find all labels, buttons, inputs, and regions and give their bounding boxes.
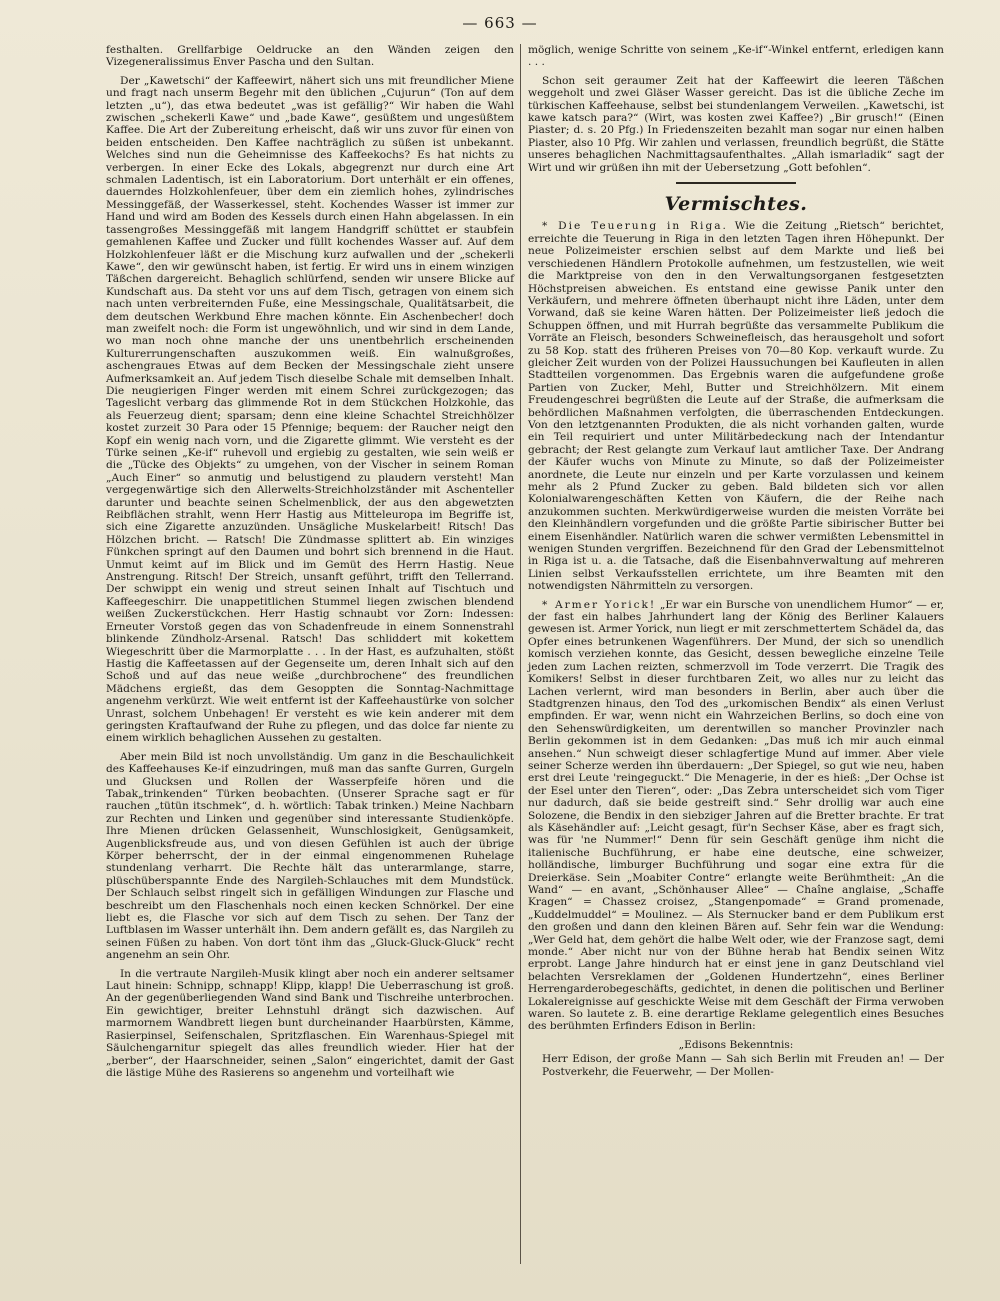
section-divider [676,182,796,184]
section-heading: Vermischtes. [664,193,808,216]
poem-quote: Herr Edison, der große Mann — Sah sich Berlin mit Freuden an! — Der Postverkehr, die Feuerwehr, — Der Mollen- [542,1053,944,1078]
left-column [106,44,514,1085]
news-item-text: Wie die Zeitung „Rietsch“ berichtet, erreichte die Teuerung in Riga in den letzten Tagen ihren Höhepunkt. Der neue Polizeimeister erschien selbst auf dem Markte und ließ bei verschiedenen Händlern Protokolle aufnehmen, um festzustellen, wie weit die Marktpreise von den in den Verwaltungsorganen festgesetzten Höchstpreisen abweichen. Es entstand eine gewisse Panik unter den Verkäufern, und mehrere öffneten überhaupt nicht ihre Läden, unter dem Vorwand, daß sie keine Waren hätten. Der Polizeimeister ließ jedoch die Schuppen öffnen, und mit Hurrah begrüßte das versammelte Publikum die Vorräte an Fleisch, besonders Schweinefleisch, das herausgeholt und sofort zu 58 Kop. statt des früheren Preises von 70—80 Kop. verkauft wurde. Zu gleicher Zeit wurden von der Polizei Haussuchungen bei Kaufleuten in allen Stadtteilen vorgenommen. Das Ergebnis waren die aufgefundene große Partien von Zucker, Mehl, Butter und Streichhölzern. Mit einem Freudengeschrei begrüßten die Leute auf der Straße, die aufmerksam die behördlichen Maßnahmen verfolgten, die überraschenden Entdeckungen. Von den letztgenannten Produkten, die als nicht vorhanden galten, wurde ein Teil requiriert und unter Militärbedeckung nach der Intendantur gebracht; der Rest gelangte zum Verkauf laut amtlicher Taxe. Der Andrang der Käufer wuchs von Minute zu Minute, so daß der Polizeimeister anordnete, die Leute nur einzeln und per Karte vorzulassen und keinem mehr als 2 Pfund Zucker zu geben. Bald bildeten sich vor allen Kolonialwarengeschäften Ketten von Käufern, die der Reihe nach anzukommen suchten. Merkwürdigerweise wurden die meisten Vorräte bei den Kleinhändlern vorgefunden und die größte Partie sibirischer Butter bei einem Eisenhändler. Natürlich waren die schwer vermißten Lebensmittel in wenigen Stunden vergriffen. Bezeichnend für den Grad der Lebensmittelnot in Riga ist u. a. die Tatsache, daß die Eisenbahnverwaltung auf mehreren Linien selbst Verkaufsstellen errichtete, um ihre Beamten mit den notwendigsten Nährmitteln zu versorgen. [528,220,944,593]
article-paragraph: Der „Kawetschi“ der Kaffeewirt, nähert sich uns mit freundlicher Miene und fragt nach unserm Begehr mit den üblichen „Cujurun“ (Ton auf dem letzten „u“), das etwa bedeutet „was ist gefällig?“ Wir haben die Wahl zwischen „schekerli Kawe“ und „bade Kawe“, gesüßtem und ungesüßtem Kaffee. Die Art der Zubereitung erheischt, daß wir uns zuvor für einen von beiden entscheiden. Den Kaffee nachträglich zu süßen ist unbekannt. Welches sind nun die Geheimnisse des Kaffeekochs? Es hat nichts zu verbergen. In einer Ecke des Lokals, abgegrenzt nur durch eine Art schmalen Ladentisch, ist ein Laboratorium. Dort unterhält er ein offenes, dauerndes Holzkohlenfeuer, über dem ein ziemlich hohes, zylindrisches Messinggefäß, der Wasserkessel, steht. Kochendes Wasser ist immer zur Hand und wird am Boden des Kessels durch einen Hahn abgelassen. In ein tassengroßes Messinggefäß mit langem Handgriff schüttet er staubfein gemahlenen Kaffee und Zucker und füllt kochendes Wasser auf. Auf dem Holzkohlenfeuer läßt er die Mischung kurz aufwallen und der „schekerli Kawe“, den wir gewünscht haben, ist fertig. Er wird uns in einem winzigen Täßchen dargereicht. Behaglich schlürfend, senden wir unsere Blicke auf Kundschaft aus. Da steht vor uns auf dem Tisch, getragen von einem sich nach unten verbreiternden Fuße, eine Messingschale, Qualitätsarbeit, die dem deutschen Werkbund Ehre machen könnte. Ein Aschenbecher! doch man zweifelt noch: die Form ist ungewöhnlich, und wir sind in dem Lande, wo man noch ohne manche der uns unentbehrlich erscheinenden Kulturerrungenschaften auszukommen weiß. Ein walnußgroßes, aschengraues Etwas auf dem Becken der Messingschale zieht unsere Aufmerksamkeit an. Auf jedem Tisch dieselbe Schale mit demselben Inhalt. Die neugierigen Finger werden mit einem Schrei zurückgezogen; das Tageslicht verbarg das glimmende Rot in dem Stückchen Holzkohle, das als Feuerzeug dient; sparsam; denn eine kleine Schachtel Streichhölzer kostet zurzeit 30 Para oder 15 Pfennige; bequem: der Raucher neigt den Kopf ein wenig nach vorn, und die Zigarette glimmt. Wie versteht es der Türke seinen „Ke-if“ ruhevoll und ergiebig zu gestalten, wie sein weiß er die „Tücke des Objekts“ zu umgehen, von der Vischer in seinem Roman „Auch Einer“ so anmutig und belustigend zu plaudern versteht! Man vergegenwärtige sich den Allerwelts-Streichholzständer mit Aschenteller darunter und beachte seinen Schelmenblick, der aus den abgewetzten Reibflächen strahlt, wenn Herr Hastig aus Mitteleuropa im Begriffe ist, sich eine Zigarette anzuzünden. Unsägliche Muskelarbeit! Ritsch! Das Hölzchen bricht. — Ratsch! Die Zündmasse splittert ab. Ein winziges Fünkchen springt auf den Daumen und bohrt sich brennend in die Haut. Unmut keimt auf im Blick und im Gemüt des Herrn Hastig. Neue Anstrengung. Ritsch! Der Streich, unsanft geführt, trifft den Tellerrand. Der schwippt ein wenig und streut seinen Inhalt auf Tischtuch und Kaffeegeschirr. Die unappetitlichen Stummel liegen zwischen blendend weißen Zuckerstückchen. Herr Hastig schnaubt vor Zorn: Indessen: Erneuter Vorstoß gegen das von Schadenfreude in einem Sonnenstrahl blinkende Zündholz-Arsenal. Ratsch! Das schliddert mit kokettem Wiegeschritt über die Marmorplatte . . . In der Hast, es aufzuhalten, stößt Hastig die Kaffeetassen auf der Gegenseite um, deren Inhalt sich auf den Schoß und auf das neue weiße „durchbrochene“ des freundlichen Mädchens ergießt, das dem Gesoppten die Sonntag-Nachmittage angenehm verkürzt. Wie weit entfernt ist der Kaffeehaustürke von solcher Unrast, solchem Unbehagen! Er versteht es wie kein anderer mit dem geringsten Kraftaufwand der Ruhe zu pflegen, und das dolce far niente zu einem wirklich behaglichen Aussehen zu gestalten. [106,74,514,745]
article-paragraph: festhalten. Grellfarbige Oeldrucke an den Wänden zeigen den Vizegeneralissimus Enver Pascha und den Sultan. [106,44,514,69]
news-item-text: „Er war ein Bursche von unendlichem Humor“ — er, der fast ein halbes Jahrhundert lang der König des Berliner Kalauers gewesen ist. Armer Yorick, nun liegt er mit zerschmettertem Schädel da, das Opfer eines betrunkenen Wagenführers. Der Mund, der sich so unendlich komisch verziehen konnte, das Gesicht, dessen bewegliche einzelne Teile jeden zum Lachen reizten, schmerzvoll im Tode verzerrt. Die Tragik des Komikers! Selbst in dieser furchtbaren Zeit, wo alles nur zu leicht das Lachen verlernt, wird man besonders in Berlin, aber auch über die Stadtgrenzen hinaus, den Tod des „urkomischen Bendix“ als einen Verlust empfinden. Er war, wenn nicht ein Wahrzeichen Berlins, so doch eine von den Sehenswürdigkeiten, um derentwillen so mancher Provinzler nach Berlin gekommen ist in dem Gedanken: „Das muß ich mir auch einmal ansehen.“ Nun schweigt dieser schlagfertige Mund auf immer. Aber viele seiner Scherze werden ihn überdauern: „Der Spiegel, so gut wie neu, haben erst drei Leute 'reingeguckt.“ Die Menagerie, in der es hieß: „Der Ochse ist der Esel unter den Tieren“, oder: „Das Zebra unterscheidet sich vom Tiger nur dadurch, daß sie beide gestreift sind.“ Sehr drollig war auch eine Solozene, die Bendix in den siebziger Jahren auf die Bretter brachte. Er trat als Käsehändler auf: „Leicht gesagt, für'n Sechser Käse, aber es fragt sich, was für 'ne Nummer!“ Denn für sein Geschäft genüge ihm nicht die italienische Buchführung, er habe eine deutsche, eine schweizer, holländische, limburger Buchführung und sogar eine extra für die Dreierkäse. Sein „Moabiter Contre“ erlangte weite Berühmtheit: „An die Wand“ — en avant, „Schönhauser Allee“ — Chaîne anglaise, „Schaffe Kragen“ = Chassez croisez, „Stangenpomade“ = Grand promenade, „Kuddelmuddel“ = Moulinez. — Als Sternucker band er dem Publikum erst den großen und dann den kleinen Bären auf. Sehr fein war die Wendung: „Wer Geld hat, dem gehört die halbe Welt oder, wie der Franzose sagt, demi monde.“ Aber nicht nur von der Bühne herab hat Bendix seinen Witz erprobt. Lange Jahre hindurch hat er einst jene in ganz Deutschland viel belachten Versreklamen der „Goldenen Hundertzehn“, eines Berliner Herrengarderobegeschäfts, gedichtet, in denen die politischen und Berliner Lokalereignisse auf geschickte Weise mit dem Geschäft der Firma verwoben waren. So lautete z. B. eine derartige Reklame gelegentlich eines Besuches des berühmten Erfinders Edison in Berlin: [528,598,944,1033]
article-paragraph: In die vertraute Nargileh-Musik klingt aber noch ein anderer seltsamer Laut hinein: Schnipp, schnapp! Klipp, klapp! Die Ueberraschung ist groß. An der gegenüberliegenden Wand sind Bank und Tischreihe unterbrochen. Ein gewichtiger, breiter Lehnstuhl drängt sich dazwischen. Auf marmornem Wandbrett liegen bunt durcheinander Haarbürsten, Kämme, Rasierpinsel, Seifenschalen, Spritzflaschen. Ein Warenhaus-Spiegel mit Säulchengarnitur spiegelt das alles freundlich wieder. Hier hat der „berber“, der Haarschneider, seinen „Salon“ eingerichtet, damit der Gast die lästige Mühe des Rasierens so angenehm und vorteilhaft wie [106,967,514,1079]
article-paragraph: Schon seit geraumer Zeit hat der Kaffeewirt die leeren Täßchen weggeholt und zwei Gläser Wasser gereicht. Das ist die übliche Zeche im türkischen Kaffeehause, selbst bei stundenlangem Verweilen. „Kawetschi, ist kawe katsch para?“ (Wirt, was kosten zwei Kaffee?) „Bir grusch!“ (Einen Piaster; d. s. 20 Pfg.) In Friedenszeiten bezahlt man sogar nur einen halben Piaster, also 10 Pfg. Wir zahlen und verlassen, freundlich begrüßt, die Stätte unseres behaglichen Nachmittagsaufenthaltes. „Allah ismarladik“ sagt der Wirt und wir grüßen ihn mit der Uebersetzung „Gott befohlen“. [528,74,944,174]
news-item-yorick [528,599,944,1033]
news-item-lead: * Armer Yorick! [542,598,657,611]
article-paragraph: möglich, wenige Schritte von seinem „Ke-if“-Winkel entfernt, erledigen kann . . . [528,44,944,69]
right-column [528,44,944,1084]
page-number: — 663 — [462,14,538,32]
poem-title: „Edisons Bekenntnis: [678,1038,794,1051]
news-item-teuerung [528,220,944,592]
column-divider [520,44,521,1264]
news-item-lead: * Die Teuerung in Riga. [542,220,728,233]
article-paragraph: Aber mein Bild ist noch unvollständig. Um ganz in die Beschaulichkeit des Kaffeehauses Ke-if einzudringen, muß man das sanfte Gurren, Gurgeln und Glucksen und Rollen der Wasserpfeife hören und die Tabak„trinkenden“ Türken beobachten. (Unserer Sprache sagt er für rauchen „tütün itschmek“, d. h. wörtlich: Tabak trinken.) Meine Nachbarn zur Rechten und Linken und gegenüber sind interessante Studienköpfe. Ihre Mienen drücken Gelassenheit, Wunschlosigkeit, Genügsamkeit, Augenblicksfreude aus, und von diesen Gefühlen ist auch der übrige Körper beherrscht, der in der einmal eingenommenen Ruhelage stundenlang verharrt. Die Rechte hält das unterarmlange, starre, plüschüberspannte Ende des Nargileh-Schlauches mit dem Mundstück. Der Schlauch selbst ringelt sich in gefälligen Windungen zur Flasche und beschreibt um den Flaschenhals noch einen kecken Schnörkel. Der eine liebt es, die Flasche vor sich auf dem Tisch zu sehen. Der Tanz der Luftblasen im Wasser unterhält ihn. Dem andern gefällt es, das Nargileh zu seinen Füßen zu haben. Von dort tönt ihm das „Gluck-Gluck-Gluck“ recht angenehm an sein Ohr. [106,750,514,962]
